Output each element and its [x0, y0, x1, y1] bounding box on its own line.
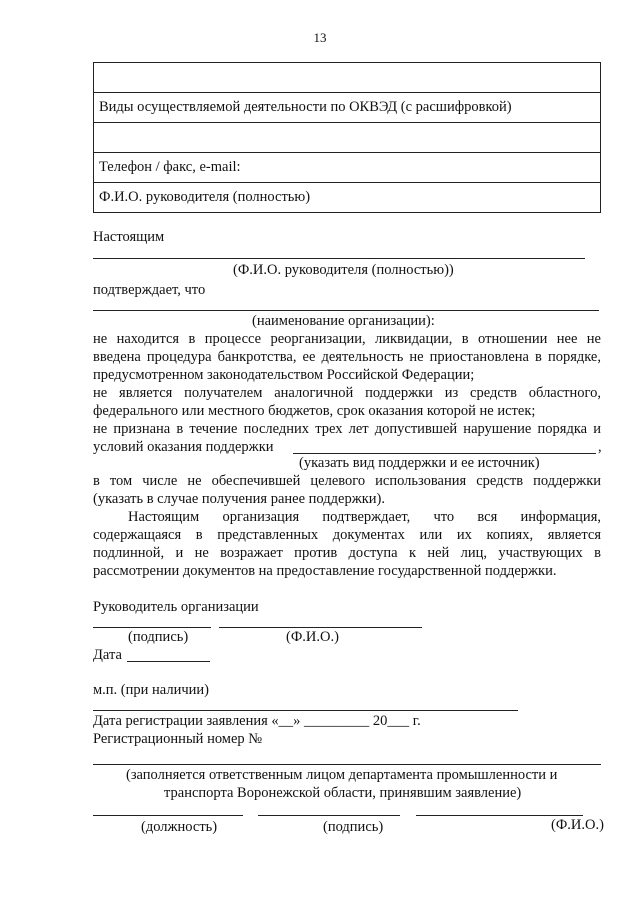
conditions-label: условий оказания поддержки — [93, 439, 274, 455]
org-line — [93, 310, 599, 311]
info-table — [93, 62, 601, 213]
mp-label: м.п. (при наличии) — [93, 682, 209, 698]
sign-caption: (подпись) — [128, 629, 189, 645]
separator-line — [93, 710, 518, 711]
table-row — [94, 93, 601, 123]
fio-line — [93, 258, 585, 259]
position-caption: (должность) — [141, 819, 218, 835]
table-cell — [94, 123, 601, 153]
support-line — [293, 453, 596, 454]
date-label: Дата — [93, 647, 122, 663]
para2-line: Настоящим организация подтверждает, что вся информация, — [128, 509, 601, 525]
org-caption: (наименование организации): — [252, 313, 435, 329]
body-line: не находится в процессе реорганизации, ликвидации, в отношении нее не — [93, 331, 601, 347]
head-label: Руководитель организации — [93, 599, 259, 615]
reg-sign-line — [258, 815, 400, 816]
body-line: (указать в случае получения ранее поддержки). — [93, 491, 385, 507]
fio-caption: (Ф.И.О. руководителя (полностью)) — [233, 262, 454, 278]
reg-fio-caption: (Ф.И.О.) — [551, 817, 604, 833]
body-line: федерального или местного бюджетов, срок оказания которой не истек; — [93, 403, 536, 419]
fio-sign-line — [219, 627, 422, 628]
table-cell — [94, 63, 601, 93]
conditions-end: , — [598, 439, 602, 455]
date-line — [127, 661, 210, 662]
nastoyashchim-label: Настоящим — [93, 229, 165, 245]
table-cell: Ф.И.О. руководителя (полностью) — [94, 183, 601, 213]
position-line — [93, 815, 243, 816]
reg-date-line: Дата регистрации заявления «__» _________ 20___ г. — [93, 713, 421, 729]
para2-line: подлинной, и не возражает против доступа к ней лиц, участвующих в — [93, 545, 601, 561]
reg-sign-caption: (подпись) — [323, 819, 384, 835]
podtverzhdaet-label: подтверждает, что — [93, 282, 206, 298]
para2-line: содержащаяся в представленных документах или их копиях, является — [93, 527, 601, 543]
table-row — [94, 153, 601, 183]
filled-by-1: (заполняется ответственным лицом департамента промышленности и — [126, 767, 558, 783]
page-number: 13 — [313, 30, 327, 45]
sign-line — [93, 627, 211, 628]
support-caption: (указать вид поддержки и ее источник) — [299, 455, 540, 471]
body-line: в том числе не обеспечившей целевого использования средств поддержки — [93, 473, 601, 489]
reg-number-line: Регистрационный номер № — [93, 731, 263, 747]
fio-caption-sign: (Ф.И.О.) — [286, 629, 339, 645]
para2-line: рассмотрении документов на предоставление государственной поддержки. — [93, 563, 557, 579]
table-row — [94, 123, 601, 153]
body-line: введена процедура банкротства, ее деятельность не приостановлена в порядке, — [93, 349, 601, 365]
table-cell: Телефон / факс, e-mail: — [94, 153, 601, 183]
body-line: предусмотренном законодательством Российской Федерации; — [93, 367, 475, 383]
table-cell: Виды осуществляемой деятельности по ОКВЭД (с расшифровкой) — [94, 93, 601, 123]
body-line: не признана в течение последних трех лет допустившей нарушение порядка и — [93, 421, 601, 437]
reg-fio-line — [416, 815, 583, 816]
body-line: не является получателем аналогичной поддержки из средств областного, — [93, 385, 601, 401]
table-row — [94, 63, 601, 93]
table-row — [94, 183, 601, 213]
reg-line — [93, 764, 601, 765]
filled-by-2: транспорта Воронежской области, принявшим заявление) — [164, 785, 522, 801]
